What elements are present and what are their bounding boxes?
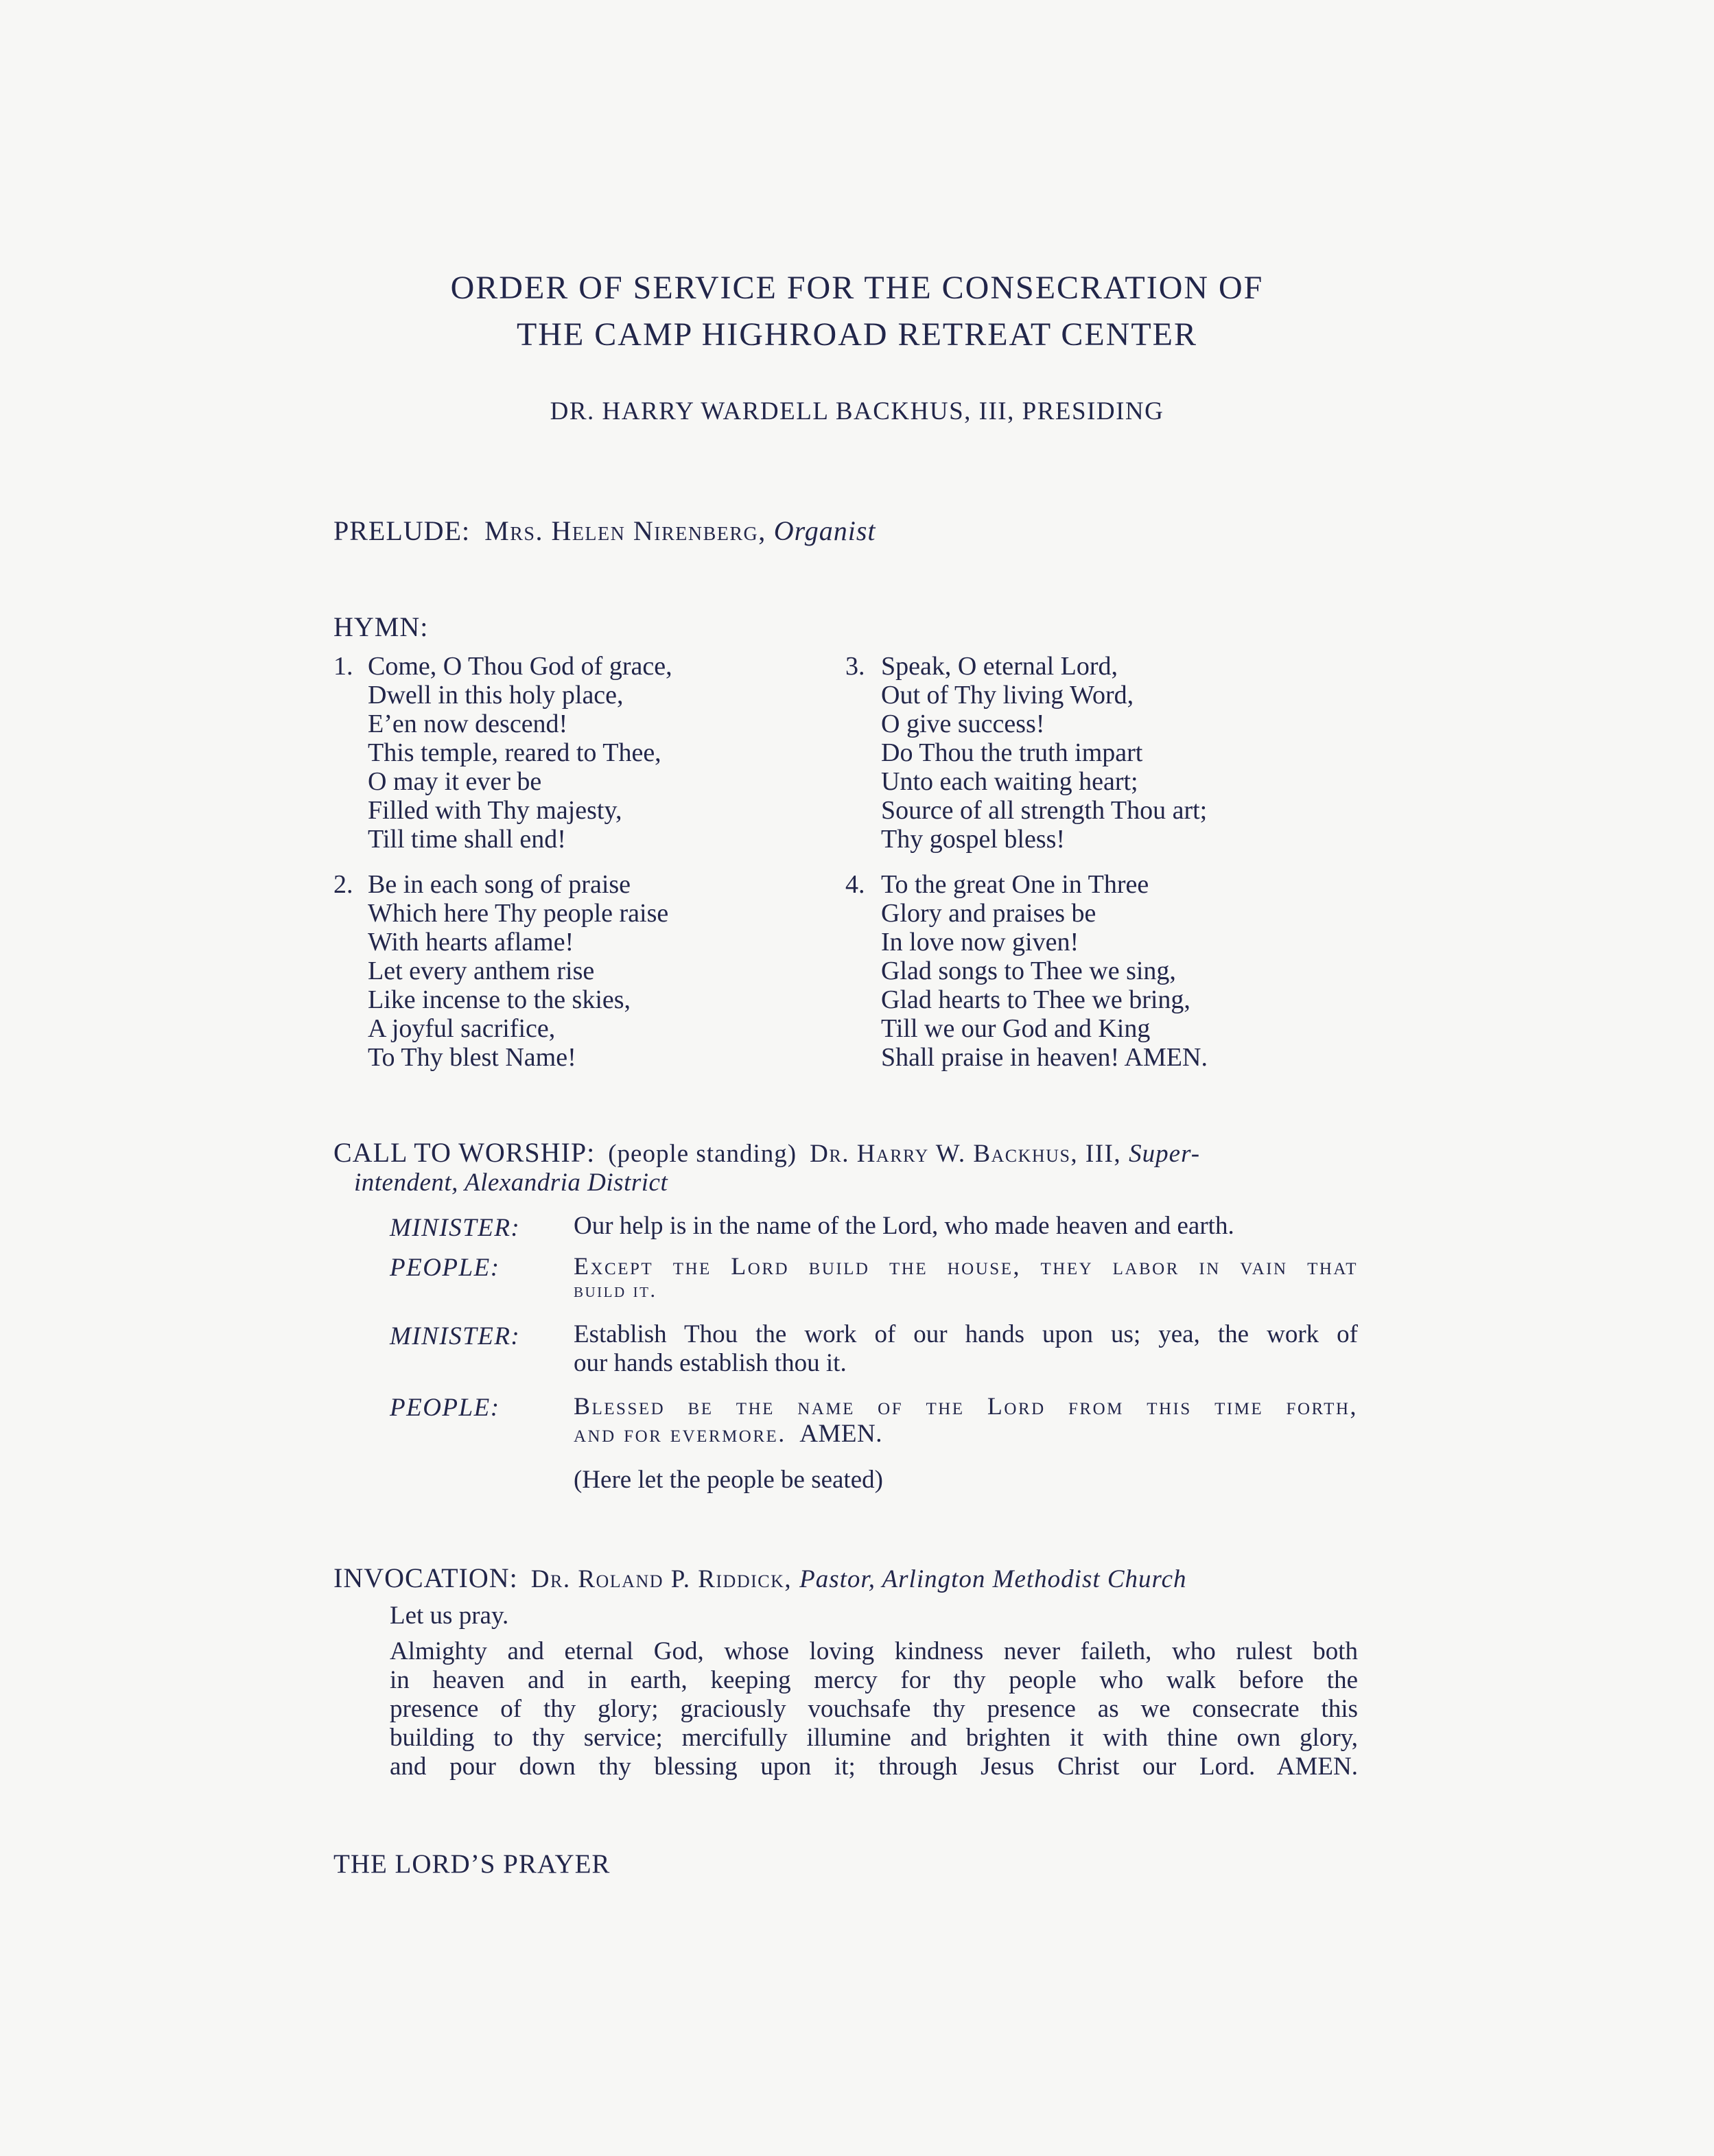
verse-line: O may it ever be <box>368 767 542 796</box>
prayer-line: and pour down thy blessing upon it; through Jesus Christ our Lord. AMEN. <box>390 1753 1358 1781</box>
verse-line: Glad songs to Thee we sing, <box>881 957 1176 985</box>
response-line-1 <box>574 1392 1358 1420</box>
verse-line: A joyful sacrifice, <box>368 1014 556 1043</box>
page-title-line-2: THE CAMP HIGHROAD RETREAT CENTER <box>516 316 1197 353</box>
speaker-minister: MINISTER: <box>390 1322 521 1350</box>
prayer-line: building to thy service; mercifully illumine and brighten it with thine own glory, <box>390 1724 1358 1752</box>
speaker-people: PEOPLE: <box>390 1254 500 1282</box>
lords-prayer-heading: THE LORD’S PRAYER <box>333 1849 611 1879</box>
verse-line: Thy gospel bless! <box>881 825 1066 854</box>
verse-line: Dwell in this holy place, <box>368 681 624 710</box>
invocation-label: INVOCATION: <box>333 1562 518 1593</box>
response-line-2: our hands establish thou it. <box>574 1349 847 1377</box>
speaker-minister: MINISTER: <box>390 1214 521 1242</box>
response-line-1 <box>574 1320 1358 1349</box>
prayer-line: presence of thy glory; graciously vouchsafe thy presence as we consecrate this <box>390 1695 1358 1723</box>
verse-line: Glad hearts to Thee we bring, <box>881 985 1190 1014</box>
response-line-2: build it. <box>574 1279 657 1302</box>
invocation-leader: Dr. Roland P. Riddick, <box>530 1565 793 1593</box>
response-line-2 <box>574 1419 882 1449</box>
call-to-worship-role-part2: intendent, Alexandria District <box>354 1169 668 1197</box>
response-text: Establish Thou the work of our hands upon us; yea, the work of <box>574 1320 1358 1348</box>
page-title-line-1: ORDER OF SERVICE FOR THE CONSECRATION OF <box>450 270 1264 306</box>
verse-line: Glory and praises be <box>881 899 1096 928</box>
verse-line: In love now given! <box>881 928 1079 957</box>
invocation-role: Pastor, Arlington Methodist Church <box>799 1565 1187 1593</box>
prelude-label: PRELUDE: <box>333 515 471 546</box>
call-to-worship-label: CALL TO WORSHIP: <box>333 1137 596 1168</box>
verse-line: Till time shall end! <box>368 825 566 854</box>
invocation-opening: Let us pray. <box>390 1602 509 1630</box>
verse-line: Let every anthem rise <box>368 957 595 985</box>
presiding-line: DR. HARRY WARDELL BACKHUS, III, PRESIDING <box>550 397 1164 425</box>
verse-line: With hearts aflame! <box>368 928 574 957</box>
call-to-worship-note: (people standing) <box>608 1140 797 1168</box>
verse-line: Come, O Thou God of grace, <box>368 652 672 681</box>
verse-line: O give success! <box>881 710 1045 738</box>
verse-line: To Thy blest Name! <box>368 1043 576 1072</box>
hymn-label: HYMN: <box>333 611 429 642</box>
verse-line: Unto each waiting heart; <box>881 767 1138 796</box>
prelude-name: Mrs. Helen Nirenberg, <box>484 515 766 546</box>
response-line-1: Except the Lord build the house, they labor in vain that <box>574 1252 1358 1280</box>
verse-number: 3. <box>845 652 865 681</box>
prayer-line: Almighty and eternal God, whose loving kindness never faileth, who rulest both <box>390 1637 1358 1665</box>
verse-line: Filled with Thy majesty, <box>368 796 622 825</box>
call-to-worship-leader: Dr. Harry W. Backhus, III, <box>810 1140 1122 1168</box>
verse-line: Source of all strength Thou art; <box>881 796 1208 825</box>
verse-line: Which here Thy people raise <box>368 899 669 928</box>
verse-number: 4. <box>845 870 865 899</box>
verse-line: Speak, O eternal Lord, <box>881 652 1118 681</box>
verse-number: 1. <box>333 652 353 681</box>
verse-line: E’en now descend! <box>368 710 568 738</box>
prayer-line: in heaven and in earth, keeping mercy for thy people who walk before the <box>390 1666 1358 1694</box>
response-text: Blessed be the name of the Lord from this time forth, <box>574 1392 1358 1420</box>
invocation-heading <box>333 1562 1187 1594</box>
verse-line: Do Thou the truth impart <box>881 738 1143 767</box>
seated-note: (Here let the people be seated) <box>574 1466 883 1494</box>
verse-line: Shall praise in heaven! AMEN. <box>881 1043 1208 1072</box>
verse-line: This temple, reared to Thee, <box>368 738 661 767</box>
invocation-prayer <box>390 1637 1358 1781</box>
verse-number: 2. <box>333 870 353 899</box>
verse-line: Be in each song of praise <box>368 870 631 899</box>
response-line <box>574 1252 1358 1280</box>
call-to-worship-heading <box>333 1136 1200 1169</box>
response-text: and for evermore. <box>574 1420 786 1447</box>
call-to-worship-role-part1: Super- <box>1129 1140 1201 1168</box>
prelude-line <box>333 515 876 547</box>
prelude-role: Organist <box>773 515 876 546</box>
verse-line: Like incense to the skies, <box>368 985 631 1014</box>
response-line: Our help is in the name of the Lord, who made heaven and earth. <box>574 1212 1234 1240</box>
verse-line: To the great One in Three <box>881 870 1149 899</box>
amen-text: AMEN. <box>799 1420 882 1448</box>
verse-line: Out of Thy living Word, <box>881 681 1134 710</box>
verse-line: Till we our God and King <box>881 1014 1151 1043</box>
speaker-people: PEOPLE: <box>390 1394 500 1422</box>
